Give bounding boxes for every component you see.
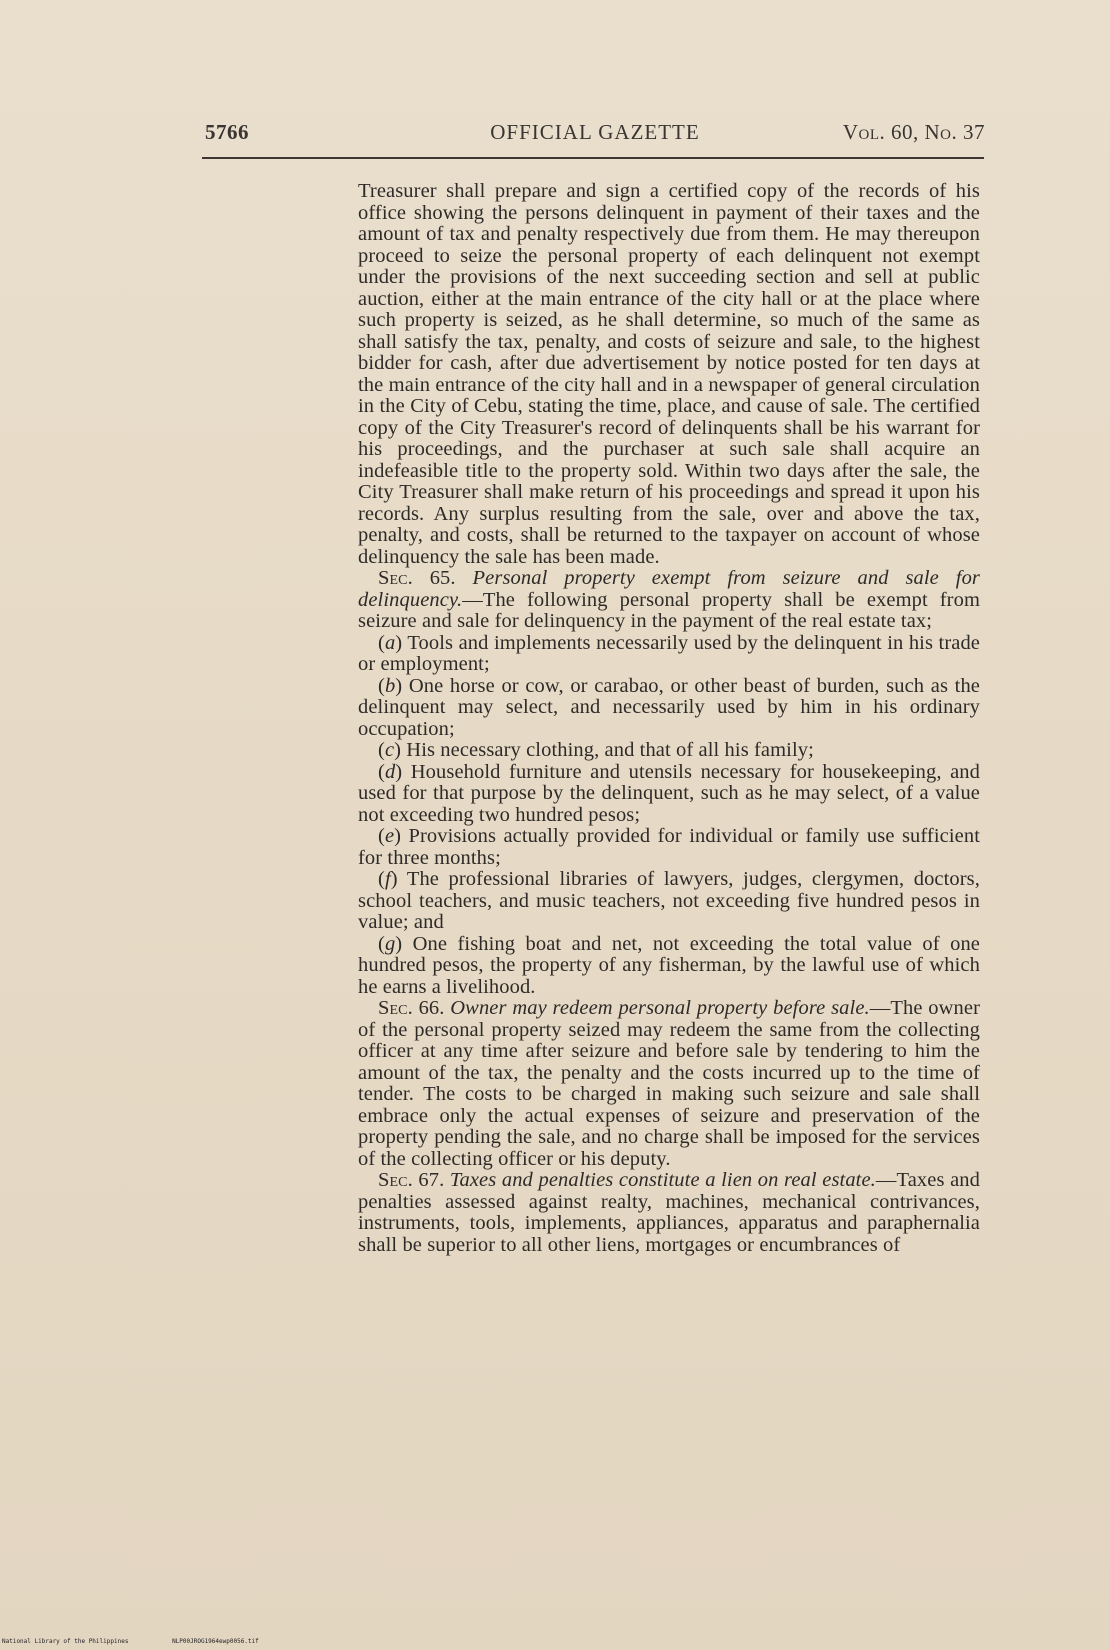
- item-text: The professional libraries of lawyers, judges, clergymen, doctors, school teachers, and music teachers, not exceeding five hundred pesos in value; and: [358, 868, 980, 933]
- body-text: [358, 181, 980, 1256]
- item-text: One fishing boat and net, not exceeding the total value of one hundred pesos, the property of any fisherman, by the lawful use of which he earns a livelihood.: [358, 932, 981, 998]
- section-67: [358, 1170, 980, 1256]
- section-65-text: —The following personal property shall be exempt from seizure and sale for delinquency in the payment of the real estate tax;: [358, 588, 980, 632]
- item-letter: e: [384, 825, 395, 847]
- publication-title: OFFICIAL GAZETTE: [490, 120, 700, 144]
- section-66-label: Sec. 66.: [378, 997, 445, 1019]
- file-name: NLP00JROG1964ewp0056.tif: [172, 1638, 259, 1645]
- item-text: His necessary clothing, and that of all his family;: [406, 739, 814, 761]
- scan-footer: [2, 1638, 299, 1645]
- item-letter: d: [384, 760, 396, 783]
- section-66-text: —The owner of the personal property seized may redeem the same from the collecting officer at any time after seizure and before sale by tendering to him the amount of the tax, the penalty and the costs incurred up to the time of tender. The costs to be charged in making such seizure and sale shall embrace only the actual expenses of seizure and preservation of the property pending the sale, and no charge shall be imposed for the services of the collecting officer or his deputy.: [358, 997, 981, 1170]
- item-letter: a: [384, 631, 396, 654]
- page-number: 5766: [205, 120, 249, 144]
- section-67-text: —Taxes and penalties assessed against realty, machines, mechanical contrivances, instruments, tools, implements, appliances, apparatus and paraphernalia shall be superior to all other liens, mortgages or encumbrances of: [358, 1169, 980, 1256]
- item-letter: f: [384, 868, 391, 890]
- item-letter: b: [384, 674, 396, 697]
- continuation-paragraph: Treasurer shall prepare and sign a certified copy of the records of his office showing the persons delinquent in payment of their taxes and the amount of tax and penalty respectively due from them. He may thereupon proceed to seize the personal property of each delinquent not exempt under the provisions of the next succeeding section and sell at public auction, either at the main entrance of the city hall or at the place where such property is seized, as he shall determine, so much of the same as shall satisfy the tax, penalty, and costs of seizure and sale, to the highest bidder for cash, after due advertisement by notice posted for ten days at the main entrance of the city hall and in a newspaper of general circulation in the City of Cebu, stating the time, place, and cause of sale. The certified copy of the City Treasurer's record of delinquents shall be his warrant for his proceedings, and the purchaser at such sale shall acquire an indefeasible title to the property sold. Within two days after the sale, the City Treasurer shall make return of his proceedings and spread it upon his records. Any surplus resulting from the sale, over and above the tax, penalty, and costs, shall be returned to the taxpayer on account of whose delinquency the sale has been made.: [358, 180, 980, 568]
- section-66: [358, 998, 980, 1170]
- item-text: Household furniture and utensils necessary for housekeeping, and used for that purpose by the delinquent, such as he may select, of a value not exceeding two hundred pesos;: [358, 760, 980, 826]
- list-item: (b) One horse or cow, or carabao, or other beast of burden, such as the delinquent may select, and necessarily used by him in his ordinary occupation;: [358, 674, 980, 740]
- section-67-heading: Taxes and penalties constitute a lien on real estate.: [449, 1169, 876, 1191]
- page-header: [205, 120, 985, 152]
- item-text: Provisions actually provided for individual or family use sufficient for three months;: [358, 825, 980, 869]
- section-66-heading: Owner may redeem personal property before sale.: [450, 997, 870, 1019]
- list-item: (d) Household furniture and utensils necessary for housekeeping, and used for that purpose by the delinquent, such as he may select, of a value not exceeding two hundred pesos;: [358, 760, 980, 826]
- section-65-label: Sec. 65.: [378, 567, 456, 589]
- item-letter: c: [384, 739, 395, 761]
- volume-text: Vol. 60, No. 37: [842, 120, 985, 144]
- header-rule: [202, 157, 984, 159]
- item-text: One horse or cow, or carabao, or other beast of burden, such as the delinquent may select, and necessarily used by him in his ordinary occupation;: [358, 674, 980, 740]
- item-letter: g: [384, 932, 396, 955]
- list-item: (g) One fishing boat and net, not exceeding the total value of one hundred pesos, the property of any fisherman, by the lawful use of which he earns a livelihood.: [358, 932, 981, 998]
- list-item: (f) The professional libraries of lawyers, judges, clergymen, doctors, school teachers, and music teachers, not exceeding five hundred pesos in value; and: [358, 868, 980, 933]
- section-67-label: Sec. 67.: [378, 1169, 445, 1191]
- list-item: (a) Tools and implements necessarily used by the delinquent in his trade or employment;: [358, 631, 980, 675]
- section-65: [358, 568, 980, 633]
- section-65-heading: Personal property exempt from seizure and sale for delinquency.: [358, 567, 980, 611]
- list-item: (e) Provisions actually provided for individual or family use sufficient for three months;: [358, 825, 980, 869]
- item-text: Tools and implements necessarily used by the delinquent in his trade or employment;: [358, 631, 980, 675]
- list-item: (c) His necessary clothing, and that of all his family;: [378, 739, 814, 761]
- volume-number: [843, 120, 985, 145]
- library-credit: National Library of the Philippines: [2, 1638, 129, 1645]
